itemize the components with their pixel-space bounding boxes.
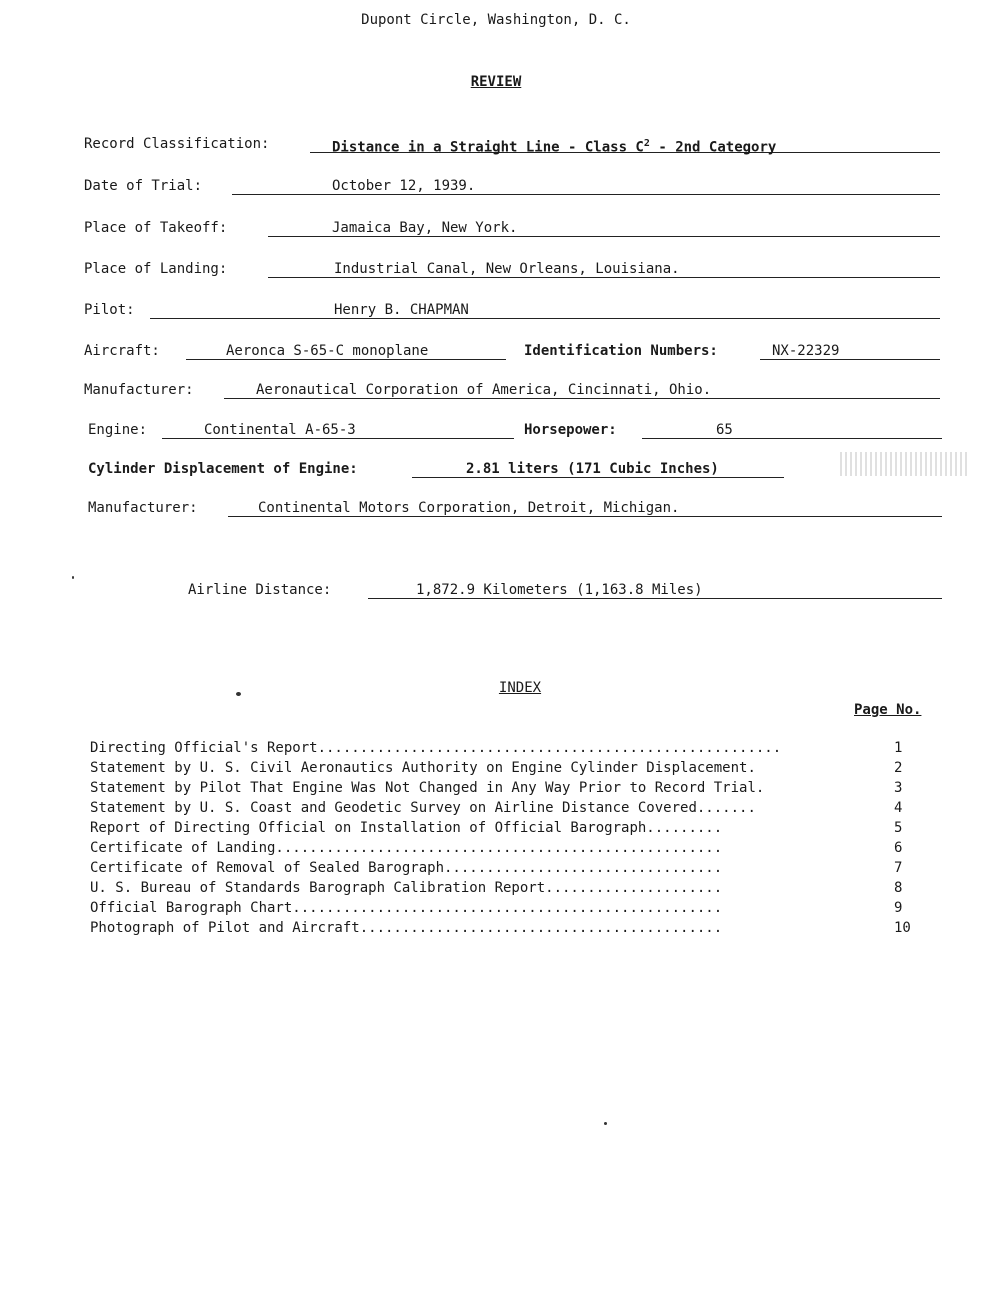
aircraft-value: Aeronca S-65-C monoplane (226, 343, 429, 359)
record-classification-tail: - 2nd Category (649, 139, 777, 156)
record-classification-main: Distance in a Straight Line - Class C (332, 139, 644, 156)
index-item-page: 4 (894, 800, 903, 816)
index-item-text: Photograph of Pilot and Aircraft........................................... (90, 920, 723, 936)
pilot-label: Pilot: (84, 302, 135, 318)
list-item (90, 898, 910, 918)
index-item-text: Certificate of Removal of Sealed Barograph................................. (90, 860, 723, 876)
airline-distance-label: Airline Distance: (188, 582, 332, 598)
index-item-page: 2 (894, 760, 903, 776)
page-no-header: Page No. (854, 702, 922, 718)
engine-value: Continental A-65-3 (204, 422, 356, 438)
record-classification-label: Record Classification: (84, 136, 270, 152)
index-heading (0, 680, 992, 696)
identification-value: NX-22329 (772, 343, 840, 359)
index-item-text: Report of Directing Official on Installation of Official Barograph......... (90, 820, 723, 836)
list-item (90, 778, 910, 798)
engine-manufacturer-value: Continental Motors Corporation, Detroit, Michigan. (258, 500, 680, 516)
record-classification-value (332, 134, 776, 158)
cylinder-displacement-value: 2.81 liters (171 Cubic Inches) (466, 461, 719, 477)
index-item-text: Statement by Pilot That Engine Was Not Changed in Any Way Prior to Record Trial. (90, 780, 765, 796)
cylinder-displacement-label: Cylinder Displacement of Engine: (88, 461, 358, 477)
index-title: INDEX (498, 680, 542, 696)
field-record-classification (84, 134, 940, 156)
place-of-takeoff-label: Place of Takeoff: (84, 220, 228, 236)
index-item-text: U. S. Bureau of Standards Barograph Calibration Report..................... (90, 880, 723, 896)
index-item-text: Official Barograph Chart................................................... (90, 900, 723, 916)
index-item-text: Statement by U. S. Coast and Geodetic Survey on Airline Distance Covered....... (90, 800, 756, 816)
place-of-takeoff-value: Jamaica Bay, New York. (332, 220, 518, 236)
horsepower-value: 65 (716, 422, 733, 438)
record-classification-class-superscript: 2 (643, 138, 650, 149)
horsepower-line (642, 438, 942, 439)
engine-manufacturer-label: Manufacturer: (88, 500, 198, 516)
field-airline-distance (188, 580, 944, 602)
letterhead-address: Dupont Circle, Washington, D. C. (361, 12, 631, 28)
index-list (90, 738, 910, 938)
engine-label: Engine: (88, 422, 148, 438)
manufacturer-value: Aeronautical Corporation of America, Cincinnati, Ohio. (256, 382, 712, 398)
horsepower-label: Horsepower: (524, 422, 617, 438)
field-manufacturer (84, 380, 940, 402)
scan-smudge (840, 452, 970, 476)
field-date-of-trial (84, 176, 940, 198)
review-title: REVIEW (470, 74, 522, 90)
scan-speck (604, 1122, 607, 1125)
place-of-landing-value: Industrial Canal, New Orleans, Louisiana. (334, 261, 680, 277)
field-cylinder-displacement (88, 459, 944, 481)
list-item (90, 918, 910, 938)
index-item-page: 5 (894, 820, 903, 836)
list-item (90, 838, 910, 858)
identification-label: Identification Numbers: (524, 343, 718, 359)
list-item (90, 878, 910, 898)
index-item-text: Certificate of Landing..................................................... (90, 840, 723, 856)
index-item-page: 1 (894, 740, 903, 756)
index-item-page: 3 (894, 780, 903, 796)
index-item-page: 8 (894, 880, 903, 896)
list-item (90, 858, 910, 878)
index-item-page: 10 (894, 920, 911, 936)
list-item (90, 818, 910, 838)
list-item (90, 798, 910, 818)
pilot-value: Henry B. CHAPMAN (334, 302, 469, 318)
review-heading (0, 74, 992, 90)
index-item-page: 6 (894, 840, 903, 856)
field-place-of-takeoff (84, 218, 940, 240)
field-pilot (84, 300, 940, 322)
pilot-line (150, 318, 940, 319)
field-place-of-landing (84, 259, 940, 281)
scan-speck (72, 576, 74, 579)
airline-distance-value: 1,872.9 Kilometers (1,163.8 Miles) (416, 582, 703, 598)
manufacturer-label: Manufacturer: (84, 382, 194, 398)
aircraft-label: Aircraft: (84, 343, 160, 359)
index-item-page: 9 (894, 900, 903, 916)
field-aircraft (84, 341, 940, 363)
place-of-landing-label: Place of Landing: (84, 261, 228, 277)
date-of-trial-label: Date of Trial: (84, 178, 203, 194)
index-item-page: 7 (894, 860, 903, 876)
field-engine-manufacturer (88, 498, 944, 520)
index-item-text: Statement by U. S. Civil Aeronautics Authority on Engine Cylinder Displacement. (90, 760, 756, 776)
list-item (90, 738, 910, 758)
date-of-trial-value: October 12, 1939. (332, 178, 476, 194)
field-engine (88, 420, 944, 442)
list-item (90, 758, 910, 778)
scan-speck (236, 692, 241, 696)
index-item-text: Directing Official's Report....................................................... (90, 740, 782, 756)
